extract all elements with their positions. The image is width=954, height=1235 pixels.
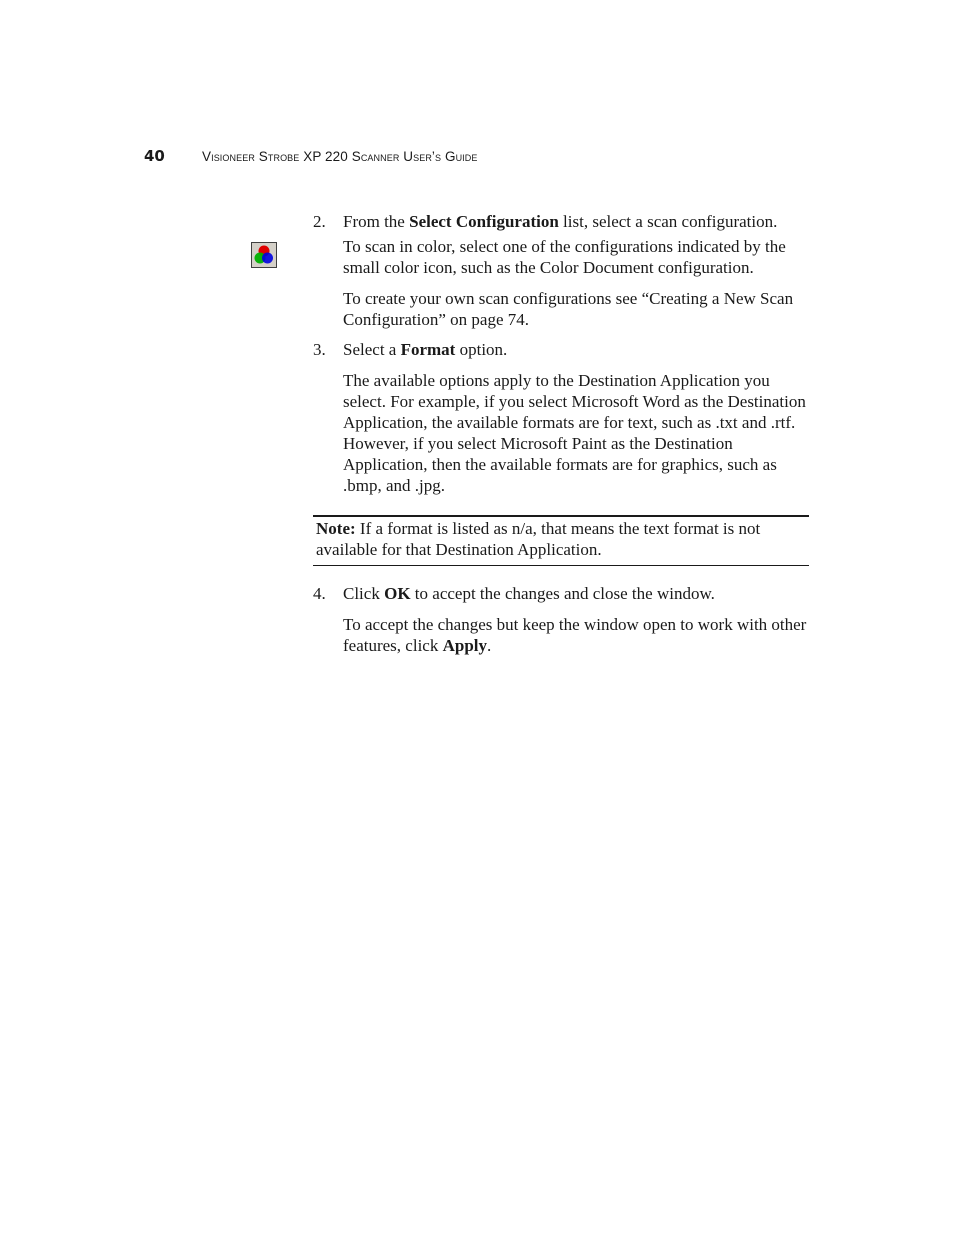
- step-2-paragraph-2: To create your own scan configurations see “Creating a New Scan Configuration” on page 74.: [343, 289, 794, 329]
- page-number: 40: [144, 147, 165, 165]
- step-2-text: [343, 211, 811, 232]
- color-document-icon: [251, 242, 277, 268]
- step-2-post: list, select a scan configuration.: [558, 212, 778, 231]
- step-2-pre: From the: [343, 212, 410, 231]
- step-3-pre: Select a: [343, 340, 401, 359]
- note-text: [316, 518, 806, 560]
- step-4-text: [343, 583, 811, 604]
- apply-term: Apply: [442, 636, 488, 655]
- running-title: Visioneer Strobe XP 220 Scanner User’s Guide: [202, 149, 478, 164]
- step-number-2: 2.: [313, 212, 326, 231]
- step-4-pre: Click: [343, 584, 385, 603]
- step-4-post: to accept the changes and close the window.: [410, 584, 715, 603]
- note-label: Note:: [316, 519, 356, 538]
- step-3-text: [343, 339, 811, 360]
- note-body: If a format is listed as n/a, that means the text format is not available for that Destination Application.: [316, 519, 761, 559]
- step-number-3: 3.: [313, 340, 326, 359]
- select-configuration-term: Select Configuration: [409, 212, 559, 231]
- step-3-post: option.: [455, 340, 508, 359]
- step-4-paragraph-1: [343, 614, 811, 656]
- note-top-rule: [313, 515, 809, 517]
- step-number-4: 4.: [313, 584, 326, 603]
- step-4-para-pre: To accept the changes but keep the window open to work with other features, click: [343, 615, 807, 655]
- step-3-paragraph-1: The available options apply to the Destination Application you select. For example, if you select Microsoft Word as the Destination Application, the available formats are for text, such as .txt and .rtf. However, if you select Microsoft Paint as the Destination Application, then the available formats are for graphics, such as .bmp, and .jpg.: [343, 371, 806, 495]
- step-4-para-post: .: [487, 636, 492, 655]
- ok-term: OK: [384, 584, 411, 603]
- note-bottom-rule: [313, 565, 809, 566]
- format-term: Format: [400, 340, 456, 359]
- step-2-paragraph-1: To scan in color, select one of the configurations indicated by the small color icon, such as the Color Document configuration.: [343, 237, 786, 277]
